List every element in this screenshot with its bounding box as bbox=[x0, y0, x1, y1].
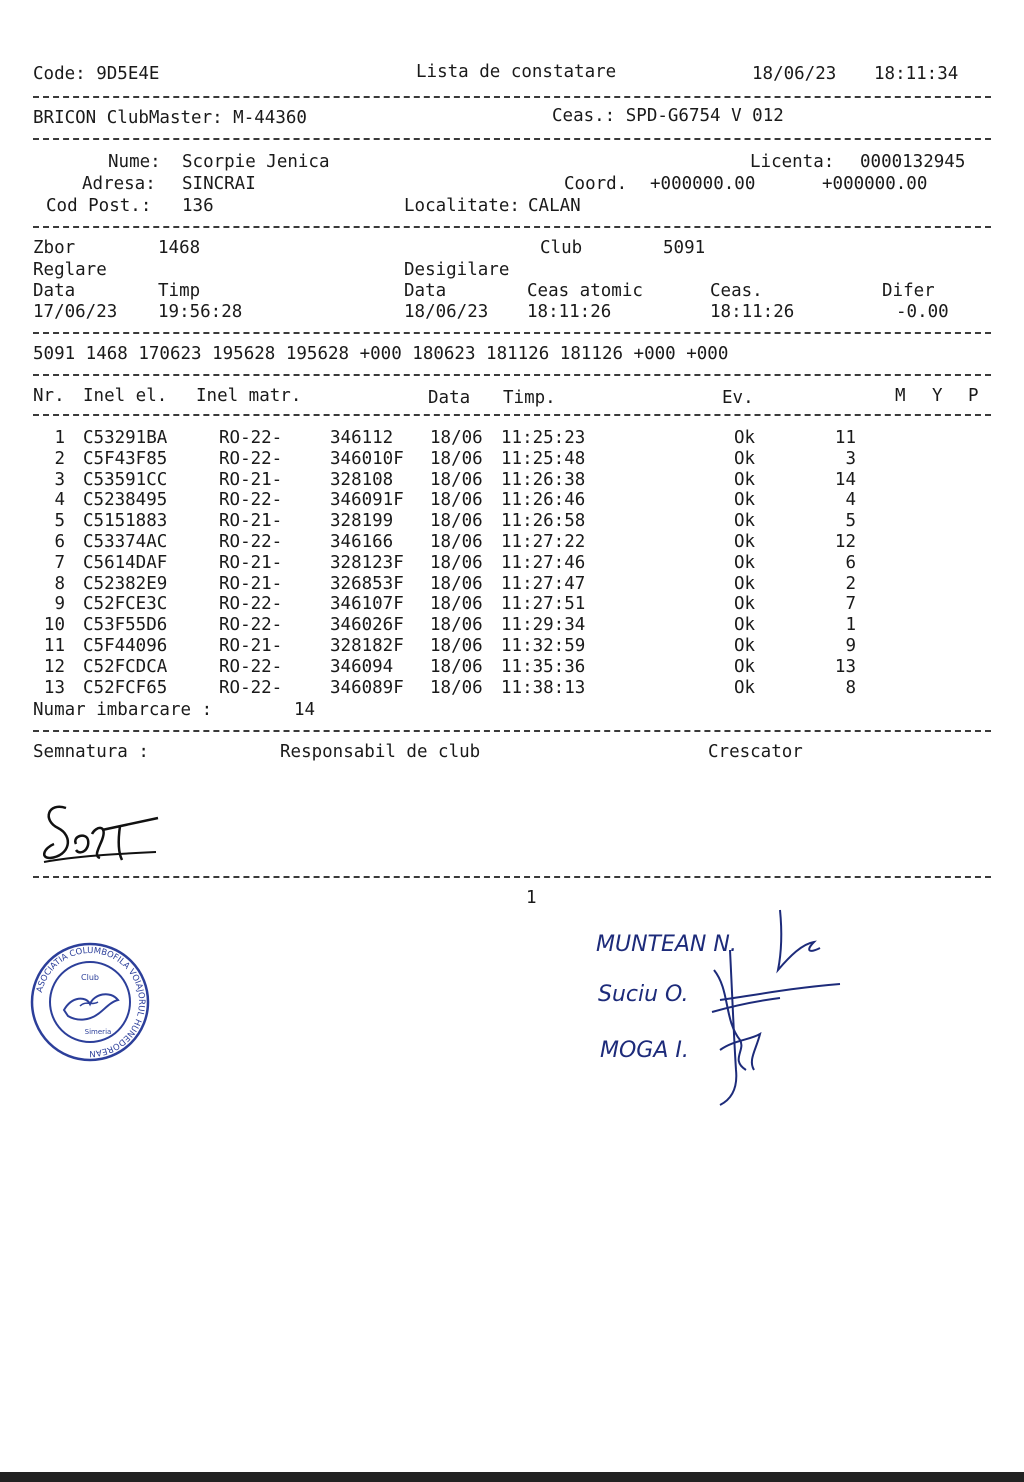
ring-matriculation: 346166 bbox=[330, 532, 394, 552]
rank-m: 1 bbox=[845, 615, 856, 636]
signature-label: Semnatura : bbox=[33, 742, 149, 762]
row-number: 1 bbox=[54, 428, 65, 448]
arrival-time: 11:26:46 bbox=[501, 490, 586, 511]
header-nr: Nr. bbox=[33, 386, 65, 406]
svg-text:ASOCIATIA COLUMBOFILA VOIAJORU: ASOCIATIA COLUMBOFILA VOIAJORUL HUNEDOREAN bbox=[34, 945, 147, 1059]
ring-electronic: C52FCF65 bbox=[83, 677, 168, 698]
rank-m: 12 bbox=[834, 532, 856, 552]
ring-matriculation: 346010F bbox=[330, 448, 404, 469]
ring-matriculation: 346094 bbox=[330, 656, 394, 677]
page-number: 1 bbox=[526, 888, 537, 908]
ring-prefix: RO-21- bbox=[219, 636, 283, 656]
rank-m: 8 bbox=[845, 677, 856, 698]
row-number: 11 bbox=[43, 636, 65, 656]
ring-prefix: RO-22- bbox=[219, 428, 283, 448]
arrival-time: 11:26:38 bbox=[501, 469, 586, 490]
setting-time-label: Timp bbox=[158, 281, 201, 301]
signature-scribble bbox=[36, 800, 166, 875]
atomic-clock-label: Ceas atomic bbox=[527, 281, 643, 301]
header-ring-el: Inel el. bbox=[83, 386, 168, 406]
ring-matriculation: 346026F bbox=[330, 615, 404, 636]
breeder-label: Crescator bbox=[708, 742, 803, 762]
ring-electronic: C5238495 bbox=[83, 490, 168, 511]
arrival-time: 11:27:46 bbox=[501, 552, 586, 573]
license-number: 0000132945 bbox=[860, 152, 966, 172]
ring-electronic: C52FCE3C bbox=[83, 594, 168, 615]
flight-label: Zbor bbox=[33, 238, 76, 258]
coord-label: Coord. bbox=[564, 174, 628, 194]
row-number: 12 bbox=[43, 656, 65, 677]
ring-electronic: C53F55D6 bbox=[83, 615, 168, 636]
ring-electronic: C52382E9 bbox=[83, 573, 168, 594]
ring-electronic: C5F43F85 bbox=[83, 448, 168, 469]
divider bbox=[33, 374, 991, 376]
arrival-date: 18/06 bbox=[430, 594, 483, 615]
event-status: Ok bbox=[734, 469, 756, 490]
divider bbox=[33, 332, 991, 334]
scan-edge bbox=[0, 1472, 1024, 1482]
boarding-label: Numar imbarcare : bbox=[33, 700, 213, 720]
document-title: Lista de constatare bbox=[416, 62, 617, 82]
ring-electronic: C53374AC bbox=[83, 532, 168, 552]
locality-label: Localitate: bbox=[404, 196, 520, 216]
arrival-date: 18/06 bbox=[430, 615, 483, 636]
arrival-date: 18/06 bbox=[430, 636, 483, 656]
arrival-date: 18/06 bbox=[430, 428, 483, 448]
arrival-time: 11:25:23 bbox=[501, 428, 586, 448]
license-label: Licenta: bbox=[750, 152, 835, 172]
ring-matriculation: 346112 bbox=[330, 428, 394, 448]
boarding-count: 14 bbox=[294, 700, 316, 720]
event-status: Ok bbox=[734, 448, 756, 469]
event-status: Ok bbox=[734, 552, 756, 573]
code-line: 5091 1468 170623 195628 195628 +000 180623 181126 181126 +000 +000 bbox=[33, 344, 729, 364]
ring-electronic: C53291BA bbox=[83, 428, 168, 448]
owner-name: Scorpie Jenica bbox=[182, 152, 330, 172]
header-ev: Ev. bbox=[722, 388, 754, 408]
flight-number: 1468 bbox=[158, 238, 201, 258]
setting-date: 17/06/23 bbox=[33, 302, 118, 322]
rank-m: 3 bbox=[845, 448, 856, 469]
address-value: SINCRAI bbox=[182, 174, 256, 194]
arrival-time: 11:26:58 bbox=[501, 511, 586, 532]
event-status: Ok bbox=[734, 490, 756, 511]
header-date: Data bbox=[428, 388, 471, 408]
rank-m: 6 bbox=[845, 552, 856, 573]
rank-m: 2 bbox=[845, 573, 856, 594]
ring-electronic: C52FCDCA bbox=[83, 656, 168, 677]
row-number: 2 bbox=[54, 448, 65, 469]
arrival-time: 11:32:59 bbox=[501, 636, 586, 656]
event-status: Ok bbox=[734, 573, 756, 594]
ring-prefix: RO-22- bbox=[219, 448, 283, 469]
row-number: 3 bbox=[54, 469, 65, 490]
event-status: Ok bbox=[734, 511, 756, 532]
arrival-date: 18/06 bbox=[430, 448, 483, 469]
svg-text:Simeria: Simeria bbox=[84, 1028, 112, 1036]
event-status: Ok bbox=[734, 636, 756, 656]
club-stamp bbox=[28, 940, 152, 1064]
row-number: 9 bbox=[54, 594, 65, 615]
setting-date-label: Data bbox=[33, 281, 76, 301]
rank-m: 14 bbox=[834, 469, 856, 490]
print-time: 18:11:34 bbox=[874, 64, 959, 84]
divider bbox=[33, 226, 991, 228]
svg-text:Club: Club bbox=[81, 973, 99, 982]
arrival-date: 18/06 bbox=[430, 552, 483, 573]
unseal-date-label: Data bbox=[404, 281, 447, 301]
ring-matriculation: 326853F bbox=[330, 573, 404, 594]
ring-matriculation: 346089F bbox=[330, 677, 404, 698]
row-number: 5 bbox=[54, 511, 65, 532]
arrival-date: 18/06 bbox=[430, 656, 483, 677]
address-label: Adresa: bbox=[82, 174, 156, 194]
coord-x: +000000.00 bbox=[650, 174, 756, 194]
header-ring-matr: Inel matr. bbox=[196, 386, 302, 406]
rank-m: 9 bbox=[845, 636, 856, 656]
ring-prefix: RO-21- bbox=[219, 469, 283, 490]
difference-value: -0.00 bbox=[896, 302, 949, 322]
ring-matriculation: 328199 bbox=[330, 511, 394, 532]
ring-matriculation: 328108 bbox=[330, 469, 394, 490]
atomic-time: 18:11:26 bbox=[527, 302, 612, 322]
arrival-time: 11:27:51 bbox=[501, 594, 586, 615]
ring-matriculation: 346107F bbox=[330, 594, 404, 615]
arrival-date: 18/06 bbox=[430, 511, 483, 532]
event-status: Ok bbox=[734, 532, 756, 552]
event-status: Ok bbox=[734, 656, 756, 677]
ring-matriculation: 346091F bbox=[330, 490, 404, 511]
arrival-time: 11:35:36 bbox=[501, 656, 586, 677]
header-m: M bbox=[895, 386, 906, 406]
postcode-label: Cod Post.: bbox=[46, 196, 152, 216]
divider bbox=[33, 876, 991, 878]
setting-time: 19:56:28 bbox=[158, 302, 243, 322]
rank-m: 5 bbox=[845, 511, 856, 532]
rank-m: 13 bbox=[834, 656, 856, 677]
handwritten-name-3: MOGA I. bbox=[600, 1038, 689, 1063]
row-number: 10 bbox=[43, 615, 65, 636]
ring-electronic: C5151883 bbox=[83, 511, 168, 532]
locality-value: CALAN bbox=[528, 196, 581, 216]
header-time: Timp. bbox=[503, 388, 556, 408]
rank-m: 11 bbox=[834, 428, 856, 448]
ring-matriculation: 328182F bbox=[330, 636, 404, 656]
unseal-label: Desigilare bbox=[404, 260, 510, 280]
clock-label: Ceas. bbox=[710, 281, 763, 301]
ring-electronic: C5F44096 bbox=[83, 636, 168, 656]
ring-prefix: RO-21- bbox=[219, 511, 283, 532]
arrival-time: 11:27:47 bbox=[501, 573, 586, 594]
ring-prefix: RO-21- bbox=[219, 573, 283, 594]
clubmaster-id: BRICON ClubMaster: M-44360 bbox=[33, 108, 307, 128]
club-responsible-label: Responsabil de club bbox=[280, 742, 481, 762]
clock-id: Ceas.: SPD-G6754 V 012 bbox=[552, 106, 784, 126]
unseal-date: 18/06/23 bbox=[404, 302, 489, 322]
postcode-value: 136 bbox=[182, 196, 214, 216]
divider bbox=[33, 414, 991, 416]
handwritten-signatures bbox=[690, 900, 850, 1110]
rank-m: 4 bbox=[845, 490, 856, 511]
ring-prefix: RO-22- bbox=[219, 677, 283, 698]
divider bbox=[33, 96, 991, 98]
ring-prefix: RO-22- bbox=[219, 656, 283, 677]
club-number: 5091 bbox=[663, 238, 706, 258]
arrival-time: 11:38:13 bbox=[501, 677, 586, 698]
divider bbox=[33, 138, 991, 140]
club-label: Club bbox=[540, 238, 583, 258]
arrival-time: 11:27:22 bbox=[501, 532, 586, 552]
arrival-date: 18/06 bbox=[430, 677, 483, 698]
event-status: Ok bbox=[734, 677, 756, 698]
ring-prefix: RO-22- bbox=[219, 615, 283, 636]
ring-electronic: C53591CC bbox=[83, 469, 168, 490]
arrival-time: 11:29:34 bbox=[501, 615, 586, 636]
arrival-date: 18/06 bbox=[430, 490, 483, 511]
row-number: 6 bbox=[54, 532, 65, 552]
clock-time: 18:11:26 bbox=[710, 302, 795, 322]
ring-matriculation: 328123F bbox=[330, 552, 404, 573]
ring-prefix: RO-22- bbox=[219, 490, 283, 511]
header-y: Y bbox=[932, 386, 943, 406]
arrival-date: 18/06 bbox=[430, 532, 483, 552]
print-date: 18/06/23 bbox=[752, 64, 837, 84]
arrival-date: 18/06 bbox=[430, 573, 483, 594]
handwritten-name-1: MUNTEAN N. bbox=[596, 932, 737, 957]
row-number: 8 bbox=[54, 573, 65, 594]
arrival-date: 18/06 bbox=[430, 469, 483, 490]
ring-electronic: C5614DAF bbox=[83, 552, 168, 573]
coord-y: +000000.00 bbox=[822, 174, 928, 194]
event-status: Ok bbox=[734, 615, 756, 636]
ring-prefix: RO-21- bbox=[219, 552, 283, 573]
handwritten-name-2: Suciu O. bbox=[598, 982, 689, 1007]
event-status: Ok bbox=[734, 594, 756, 615]
setting-label: Reglare bbox=[33, 260, 107, 280]
rank-m: 7 bbox=[845, 594, 856, 615]
document-code: Code: 9D5E4E bbox=[33, 64, 160, 84]
ring-prefix: RO-22- bbox=[219, 594, 283, 615]
difference-label: Difer bbox=[882, 281, 935, 301]
arrival-time: 11:25:48 bbox=[501, 448, 586, 469]
event-status: Ok bbox=[734, 428, 756, 448]
ring-prefix: RO-22- bbox=[219, 532, 283, 552]
row-number: 4 bbox=[54, 490, 65, 511]
row-number: 7 bbox=[54, 552, 65, 573]
header-p: P bbox=[968, 386, 979, 406]
row-number: 13 bbox=[43, 677, 65, 698]
owner-name-label: Nume: bbox=[108, 152, 161, 172]
divider bbox=[33, 730, 991, 732]
